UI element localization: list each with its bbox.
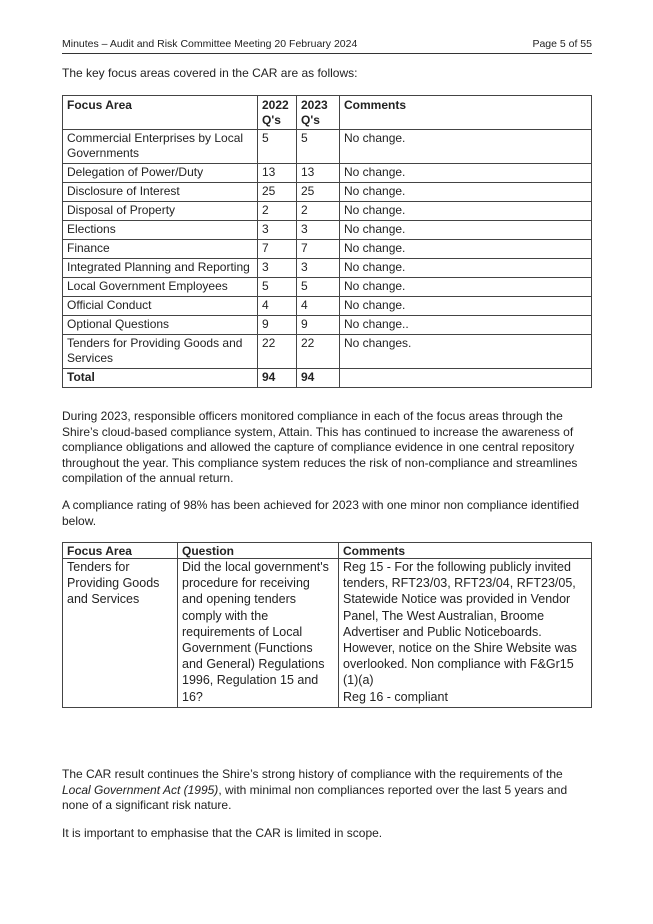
- total-comment: [340, 369, 592, 388]
- q2023-cell: 7: [297, 240, 340, 259]
- table-header-row: [63, 96, 592, 130]
- total-2023: 94: [297, 369, 340, 388]
- total-label: Total: [63, 369, 258, 388]
- q2022-cell: 2: [258, 202, 297, 221]
- car-result-text-end: , with minimal non compliances reported over the last 5 years and none of a significant risk nature.: [62, 782, 568, 813]
- q2023-cell: 4: [297, 297, 340, 316]
- table-row: [63, 335, 592, 369]
- comment-cell: No change.: [340, 164, 592, 183]
- scope-paragraph: It is important to emphasise that the CAR is limited in scope.: [62, 826, 383, 840]
- table-row: [63, 183, 592, 202]
- q2023-cell: 2: [297, 202, 340, 221]
- q2023-cell: 13: [297, 164, 340, 183]
- comment-cell: No change.: [340, 202, 592, 221]
- focus-area-cell: Delegation of Power/Duty: [63, 164, 258, 183]
- page-header: [62, 38, 592, 54]
- act-title: Local Government Act (1995): [62, 782, 219, 797]
- car-result-paragraph: [62, 767, 594, 814]
- table-row: [63, 259, 592, 278]
- compliance-system-paragraph: During 2023, responsible officers monitored compliance in each of the focus areas through the Shire’s cloud-based compliance system, Attain. This has continued to increase the awareness of compliance obligations and allowed the capture of compliance evidence in one central repository throughout the year. This compliance system reduces the risk of non-compliance and streamlines compilation of the annual return.: [62, 409, 578, 486]
- col-2022: 2022 Q's: [258, 96, 297, 130]
- focus-area-cell: Commercial Enterprises by Local Governments: [63, 130, 258, 164]
- comment-cell: No change.: [340, 130, 592, 164]
- focus-area-cell: Optional Questions: [63, 316, 258, 335]
- comment-cell: No change.: [340, 221, 592, 240]
- comment-cell: No change.: [340, 183, 592, 202]
- q2022-cell: 5: [258, 278, 297, 297]
- q2022-cell: 5: [258, 130, 297, 164]
- q2022-cell: 13: [258, 164, 297, 183]
- focus-areas-table: [62, 95, 592, 388]
- q2022-cell: 4: [258, 297, 297, 316]
- q2023-cell: 3: [297, 259, 340, 278]
- comment-cell: No change.: [340, 297, 592, 316]
- focus-area-cell: Disclosure of Interest: [63, 183, 258, 202]
- q2022-cell: 7: [258, 240, 297, 259]
- table-row: [63, 316, 592, 335]
- focus-area-cell: Local Government Employees: [63, 278, 258, 297]
- reg16-comment: Reg 16 - compliant: [343, 689, 448, 704]
- comment-cell: No changes.: [340, 335, 592, 369]
- table-total-row: [63, 369, 592, 388]
- comment-cell: No change.: [340, 278, 592, 297]
- header-title: Minutes – Audit and Risk Committee Meeting 20 February 2024: [62, 38, 358, 50]
- table-row: [63, 164, 592, 183]
- page-number: Page 5 of 55: [532, 38, 592, 50]
- q2022-cell: 3: [258, 259, 297, 278]
- table-row: [63, 559, 592, 708]
- reg15-comment: Reg 15 - For the following publicly invited tenders, RFT23/03, RFT23/04, RFT23/05, Statewide Notice was provided in Vendor Panel, The West Australian, Broome Advertiser and Public Noticeboards. However, notice on the Shire Website was overlooked. Non compliance with F&Gr15 (1)(a): [343, 560, 577, 688]
- col-focus-area: Focus Area: [63, 96, 258, 130]
- focus-area-cell: Integrated Planning and Reporting: [63, 259, 258, 278]
- col-question: Question: [178, 543, 339, 559]
- comment-cell: No change.: [340, 259, 592, 278]
- car-result-text-start: The CAR result continues the Shire’s strong history of compliance with the requirements of the: [62, 767, 563, 781]
- table-row: [63, 221, 592, 240]
- q2022-cell: 3: [258, 221, 297, 240]
- col-comments: Comments: [340, 96, 592, 130]
- total-2022: 94: [258, 369, 297, 388]
- compliance-rating-paragraph: A compliance rating of 98% has been achieved for 2023 with one minor non compliance identified below.: [62, 498, 579, 528]
- focus-area-cell: Finance: [63, 240, 258, 259]
- table-row: [63, 130, 592, 164]
- q2023-cell: 5: [297, 278, 340, 297]
- question-cell: Did the local government's procedure for receiving and opening tenders comply with the requirements of Local Government (Functions and General) Regulations 1996, Regulation 15 and 16?: [178, 559, 339, 708]
- col-focus-area: Focus Area: [63, 543, 178, 559]
- focus-area-cell: Elections: [63, 221, 258, 240]
- non-compliance-table: [62, 542, 592, 708]
- q2022-cell: 9: [258, 316, 297, 335]
- table-row: [63, 278, 592, 297]
- q2023-cell: 25: [297, 183, 340, 202]
- focus-area-cell: Tenders for Providing Goods and Services: [63, 335, 258, 369]
- intro-paragraph: The key focus areas covered in the CAR are as follows:: [62, 66, 358, 80]
- focus-area-cell: Disposal of Property: [63, 202, 258, 221]
- focus-area-cell: Official Conduct: [63, 297, 258, 316]
- comment-cell: No change..: [340, 316, 592, 335]
- focus-area-cell: Tenders for Providing Goods and Services: [63, 559, 178, 708]
- table-row: [63, 240, 592, 259]
- comment-cell: [339, 559, 592, 708]
- q2023-cell: 3: [297, 221, 340, 240]
- q2023-cell: 5: [297, 130, 340, 164]
- col-comments: Comments: [339, 543, 592, 559]
- col-2023: 2023 Q's: [297, 96, 340, 130]
- q2022-cell: 22: [258, 335, 297, 369]
- table-row: [63, 202, 592, 221]
- q2022-cell: 25: [258, 183, 297, 202]
- q2023-cell: 22: [297, 335, 340, 369]
- table-row: [63, 297, 592, 316]
- q2023-cell: 9: [297, 316, 340, 335]
- table-header-row: [63, 543, 592, 559]
- comment-cell: No change.: [340, 240, 592, 259]
